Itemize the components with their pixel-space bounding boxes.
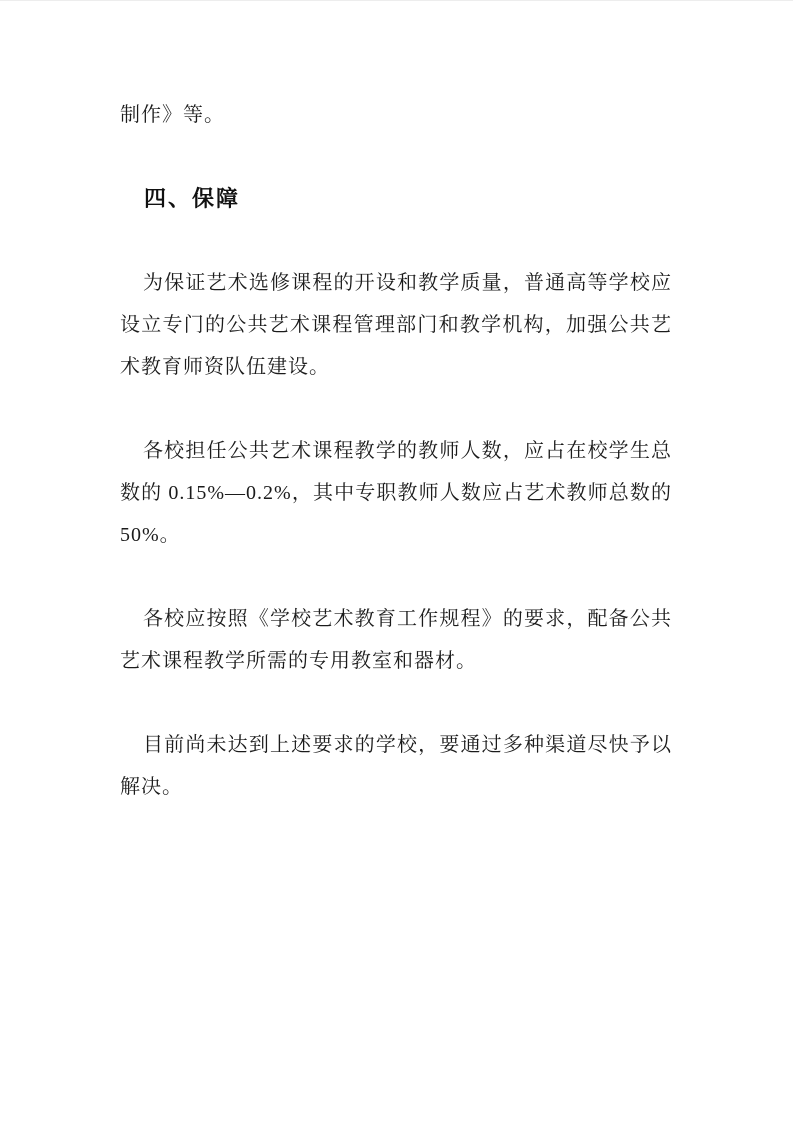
- body-text-line: 目前尚未达到上述要求的学校，要通过多种渠道尽快予以: [143, 734, 672, 756]
- section-heading: 四、保障: [144, 186, 241, 211]
- body-text-line: 各校担任公共艺术课程教学的教师人数，应占在校学生总: [143, 440, 672, 462]
- body-text-line: 设立专门的公共艺术课程管理部门和教学机构，加强公共艺: [120, 314, 672, 336]
- continuation-line: 制作》等。: [120, 104, 225, 126]
- body-text-line: 50%。: [120, 524, 181, 546]
- body-text-line: 数的 0.15%—0.2%，其中专职教师人数应占艺术教师总数的: [120, 482, 672, 504]
- paragraph-2: [120, 430, 672, 556]
- paragraph-4: [120, 724, 672, 808]
- body-text-line: 各校应按照《学校艺术教育工作规程》的要求，配备公共: [143, 608, 672, 630]
- body-text-line: 为保证艺术选修课程的开设和教学质量，普通高等学校应: [143, 272, 672, 294]
- body-text-line: 术教育师资队伍建设。: [120, 356, 330, 378]
- body-text-line: 解决。: [120, 776, 183, 798]
- paragraph-3: [120, 598, 672, 682]
- paragraph-1: [120, 262, 672, 388]
- body-text-line: 艺术课程教学所需的专用教室和器材。: [120, 650, 477, 672]
